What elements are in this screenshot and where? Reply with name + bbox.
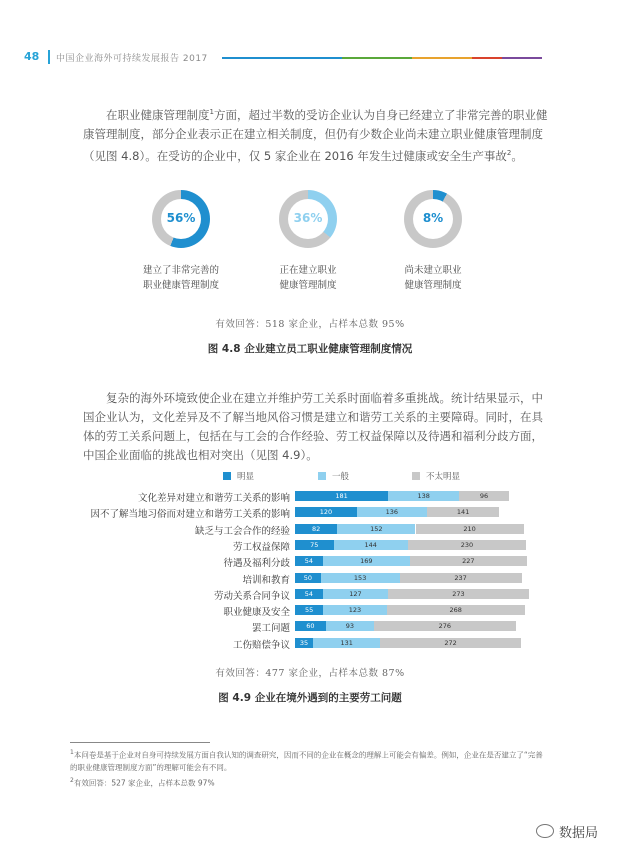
bar-segment: 181 — [295, 491, 388, 501]
paragraph-text: 。 — [511, 148, 523, 163]
bar-segment: 273 — [388, 589, 529, 599]
footnote-1: $^1$本问卷是基于企业对自身可持续发展方面自我认知的调查研究，因而不同的企业在概念的理解上可能会有偏差。例如，企业在是否建立了“完善的职业健康管理制度方面”的理解可能会有不同。 — [70, 749, 543, 772]
bar-segment: 276 — [374, 621, 516, 631]
donut-percent-in-progress: 36% — [293, 211, 323, 225]
watermark: 数据局 — [536, 822, 598, 841]
legend-item-moderate: 一般 — [318, 470, 349, 482]
bar-segment: 93 — [326, 621, 374, 631]
bar-segment: 268 — [387, 605, 525, 615]
bar-segment: 75 — [295, 540, 334, 550]
bar-segment: 123 — [323, 605, 386, 615]
bar-segment: 120 — [295, 507, 357, 517]
bar-segment: 141 — [427, 507, 500, 517]
bar-segment: 272 — [380, 638, 520, 648]
bar-segment: 237 — [400, 573, 522, 583]
figure-4-8-note: 有效回答：518 家企业，占样本总数 95% — [215, 319, 405, 330]
page-number: 48 — [24, 50, 40, 63]
category-label: 缺乏与工会合作的经验 — [194, 525, 290, 537]
category-label: 罢工问题 — [251, 623, 290, 635]
header-stripe-red — [472, 57, 502, 59]
donut-percent-not-established: 8% — [422, 211, 444, 225]
bar-segment: 54 — [295, 556, 323, 566]
footnote-ref: 2 — [506, 148, 512, 157]
donut-percent-established: 56% — [166, 211, 196, 225]
header-stripe-purple — [502, 57, 542, 59]
bar-segment: 50 — [295, 573, 321, 583]
bar-segment: 227 — [410, 556, 527, 566]
header-stripe-blue — [222, 57, 342, 59]
bar-segment: 35 — [295, 638, 313, 648]
paragraph-labor-relations: 复杂的海外环境致使企业在建立并维护劳工关系时面临着多重挑战。统计结果显示，中国企业认为，文化差异及不了解当地风俗习惯是建立和谐劳工关系的主要障碍。同时，在具体的劳工关系问题上，包括在与工会的合作经验、劳工权益保障以及待遇和福利分歧方面，中国企业面临的挑战也相对突出（见图 4.9）。 — [83, 391, 543, 462]
bar-segment: 127 — [323, 589, 388, 599]
report-title: 中国企业海外可持续发展报告 2017 — [56, 54, 208, 64]
category-label: 劳动关系合同争议 — [213, 590, 290, 602]
bar-segment: 152 — [337, 524, 415, 534]
category-label: 文化差异对建立和谐劳工关系的影响 — [137, 493, 290, 504]
figure-4-9-note: 有效回答：477 家企业，占样本总数 87% — [215, 668, 405, 679]
header-divider — [48, 50, 50, 64]
category-label: 因不了解当地习俗而对建立和谐劳工关系的影响 — [90, 509, 290, 521]
bar-segment: 230 — [408, 540, 526, 550]
footnote-ref: 1 — [209, 108, 214, 116]
category-label: 劳工权益保障 — [232, 541, 290, 553]
bar-segment: 169 — [323, 556, 410, 566]
legend-item-not-obvious: 不太明显 — [412, 470, 460, 482]
bar-segment: 138 — [388, 491, 459, 501]
bar-segment: 54 — [295, 589, 323, 599]
bar-segment: 210 — [416, 524, 524, 534]
category-label: 工伤赔偿争议 — [232, 639, 290, 651]
bar-segment: 82 — [295, 524, 337, 534]
bar-segment: 131 — [313, 638, 380, 648]
category-label: 待遇及福利分歧 — [223, 558, 290, 570]
header-stripe-orange — [412, 57, 472, 59]
category-label: 职业健康及安全 — [223, 607, 290, 619]
bar-segment: 144 — [334, 540, 408, 550]
figure-4-9-caption: 图 4.9 企业在境外遇到的主要劳工问题 — [218, 692, 402, 704]
footnote-divider — [70, 742, 210, 743]
page-header — [10, 50, 610, 70]
paragraph-occupational-health — [83, 103, 551, 166]
bar-segment: 60 — [295, 621, 326, 631]
paragraph-text: 方面，超过半数的受访企业认为自身已经建立了非常完善的职业健康管理制度，部分企业表示正在建立相关制度，但仍有少数企业尚未建立职业健康管理制度（见图 4.8）。在受访的企业中，仅 5 家企业在 2016 年发生过健康或安全生产事故 — [83, 107, 548, 163]
bar-segment: 136 — [357, 507, 427, 517]
legend-item-obvious: 明显 — [223, 470, 254, 482]
figure-4-8-caption: 图 4.8 企业建立员工职业健康管理制度情况 — [207, 343, 413, 355]
paragraph-text: 在职业健康管理制度 — [106, 107, 210, 122]
bar-segment: 55 — [295, 605, 323, 615]
wechat-icon — [536, 824, 554, 838]
category-label: 培训和教育 — [242, 574, 290, 586]
donut-caption-established: 建立了非常完善的 职业健康管理制度 — [142, 265, 219, 291]
bar-segment: 96 — [459, 491, 508, 501]
header-stripe-green — [342, 57, 412, 59]
bar-segment: 153 — [321, 573, 400, 583]
donut-caption-in-progress: 正在建立职业 健康管理制度 — [279, 265, 337, 291]
donut-caption-not-established: 尚未建立职业 健康管理制度 — [404, 265, 462, 291]
footnote-2: $^2$有效回答：527 家企业，占样本总数 97% — [70, 777, 215, 788]
